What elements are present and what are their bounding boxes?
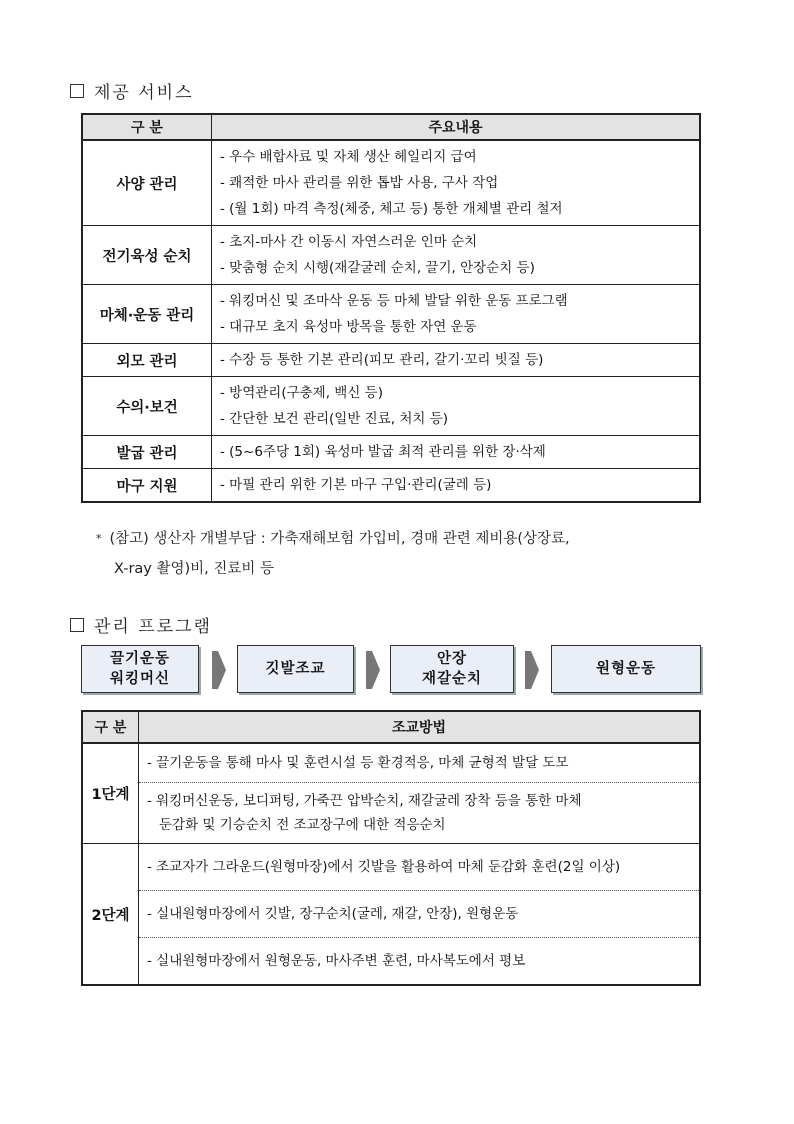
list-item: - 수장 등 통한 기본 관리(피모 관리, 갈기·꼬리 빗질 등) (220, 352, 544, 368)
flow-step-1 (81, 645, 199, 693)
table-row (82, 344, 700, 377)
list-item: - 간단한 보건 관리(일반 진료, 처치 등) (220, 411, 449, 427)
list-item: - 대규모 초지 육성마 방목을 통한 자연 운동 (220, 319, 477, 335)
reference-note (96, 524, 716, 584)
category-cell: 전기육성 순치 (82, 226, 212, 285)
checkbox-icon (70, 84, 84, 98)
table-row (82, 226, 700, 285)
list-item: - (5~6주당 1회) 육성마 발굽 최적 관리를 위한 장·삭제 (220, 444, 546, 460)
header-category: 구 분 (82, 114, 212, 140)
table-row (82, 377, 700, 436)
table-header-row (82, 114, 700, 140)
flow-step-line: 원형운동 (595, 661, 657, 677)
flow-step-2 (237, 645, 354, 693)
content-cell (212, 285, 701, 344)
stage-item: - 실내원형마장에서 원형운동, 마사주변 훈련, 마사복도에서 평보 (147, 953, 526, 969)
section-title-text: 관리 프로그램 (94, 617, 212, 637)
list-item: - 워킹머신 및 조마삭 운동 등 마체 발달 위한 운동 프로그램 (220, 293, 568, 309)
table-row (82, 285, 700, 344)
list-item: - 방역관리(구충제, 백신 등) (220, 385, 383, 401)
asterisk-icon: * (96, 532, 102, 545)
flow-step-line: 안장 (436, 651, 467, 667)
stage-item: - 조교자가 그라운드(원형마장)에서 깃발을 활용하여 마체 둔감화 훈련(2일 이상) (139, 844, 701, 891)
table-row (82, 891, 700, 938)
stage-cell: 1단계 (82, 743, 139, 844)
table-row (82, 140, 700, 226)
category-cell: 발굽 관리 (82, 436, 212, 469)
content-cell (212, 344, 701, 377)
flow-step-line: 깃발조교 (265, 661, 326, 677)
flow-step-line: 끌기운동 (109, 651, 171, 667)
stage-item: - 끌기운동을 통해 마사 및 훈련시설 등 환경적응, 마체 균형적 발달 도모 (139, 743, 701, 783)
program-flow (81, 645, 701, 695)
list-item: - 마필 관리 위한 기본 마구 구입·관리(굴레 등) (220, 477, 492, 493)
section-title-services (70, 78, 194, 103)
header-category: 구 분 (82, 711, 139, 743)
stage-item: - 실내원형마장에서 깃발, 장구순치(굴레, 재갈, 안장), 원형운동 (139, 891, 701, 938)
category-cell: 사양 관리 (82, 140, 212, 226)
list-item: - (월 1회) 마격 측정(체중, 체고 등) 통한 개체별 관리 철저 (220, 201, 563, 217)
chevron-right-icon (212, 651, 226, 689)
table-row (82, 783, 700, 844)
section-title-program (70, 612, 212, 637)
content-cell (212, 140, 701, 226)
content-cell (212, 436, 701, 469)
table-row (82, 469, 700, 503)
list-item: - 우수 배합사료 및 자체 생산 헤일리지 급여 (220, 149, 477, 165)
header-content: 조교방법 (139, 711, 701, 743)
table-header-row (82, 711, 700, 743)
flow-step-3 (390, 645, 514, 693)
table-row (82, 436, 700, 469)
list-item: - 쾌적한 마사 관리를 위한 톱밥 사용, 구사 작업 (220, 175, 499, 191)
stage-item (139, 783, 701, 844)
list-item: - 맞춤형 순치 시행(재갈굴레 순치, 끌기, 안장순치 등) (220, 260, 535, 276)
flow-step-line: 재갈순치 (421, 671, 483, 687)
table-row (82, 844, 700, 891)
category-cell: 마구 지원 (82, 469, 212, 503)
flow-step-4 (551, 645, 701, 693)
category-cell: 외모 관리 (82, 344, 212, 377)
stage-item-line: - 워킹머신운동, 보디퍼팅, 가죽끈 압박순치, 재갈굴레 장착 등을 통한 마체 (147, 793, 582, 809)
note-line-2: X-ray 촬영)비, 진료비 등 (114, 561, 275, 577)
category-cell: 마체·운동 관리 (82, 285, 212, 344)
program-table (81, 710, 701, 986)
chevron-right-icon (525, 651, 539, 689)
stage-cell: 2단계 (82, 844, 139, 986)
flow-step-line: 워킹머신 (109, 671, 171, 687)
note-text-1: (참고) 생산자 개별부담 : 가축재해보험 가입비, 경매 관련 제비용(상장료, (109, 531, 570, 547)
stage-item-line: 둔감화 및 기승순치 전 조교장구에 대한 적응순치 (159, 817, 446, 833)
header-content: 주요내용 (212, 114, 701, 140)
category-cell: 수의·보건 (82, 377, 212, 436)
content-cell (212, 226, 701, 285)
services-table (81, 113, 701, 503)
checkbox-icon (70, 618, 84, 632)
table-row (82, 743, 700, 783)
content-cell (212, 377, 701, 436)
chevron-right-icon (366, 651, 380, 689)
note-line-1 (96, 524, 716, 554)
content-cell (212, 469, 701, 503)
section-title-text: 제공 서비스 (94, 83, 194, 103)
table-row (82, 938, 700, 986)
list-item: - 초지-마사 간 이동시 자연스러운 인마 순치 (220, 234, 478, 250)
